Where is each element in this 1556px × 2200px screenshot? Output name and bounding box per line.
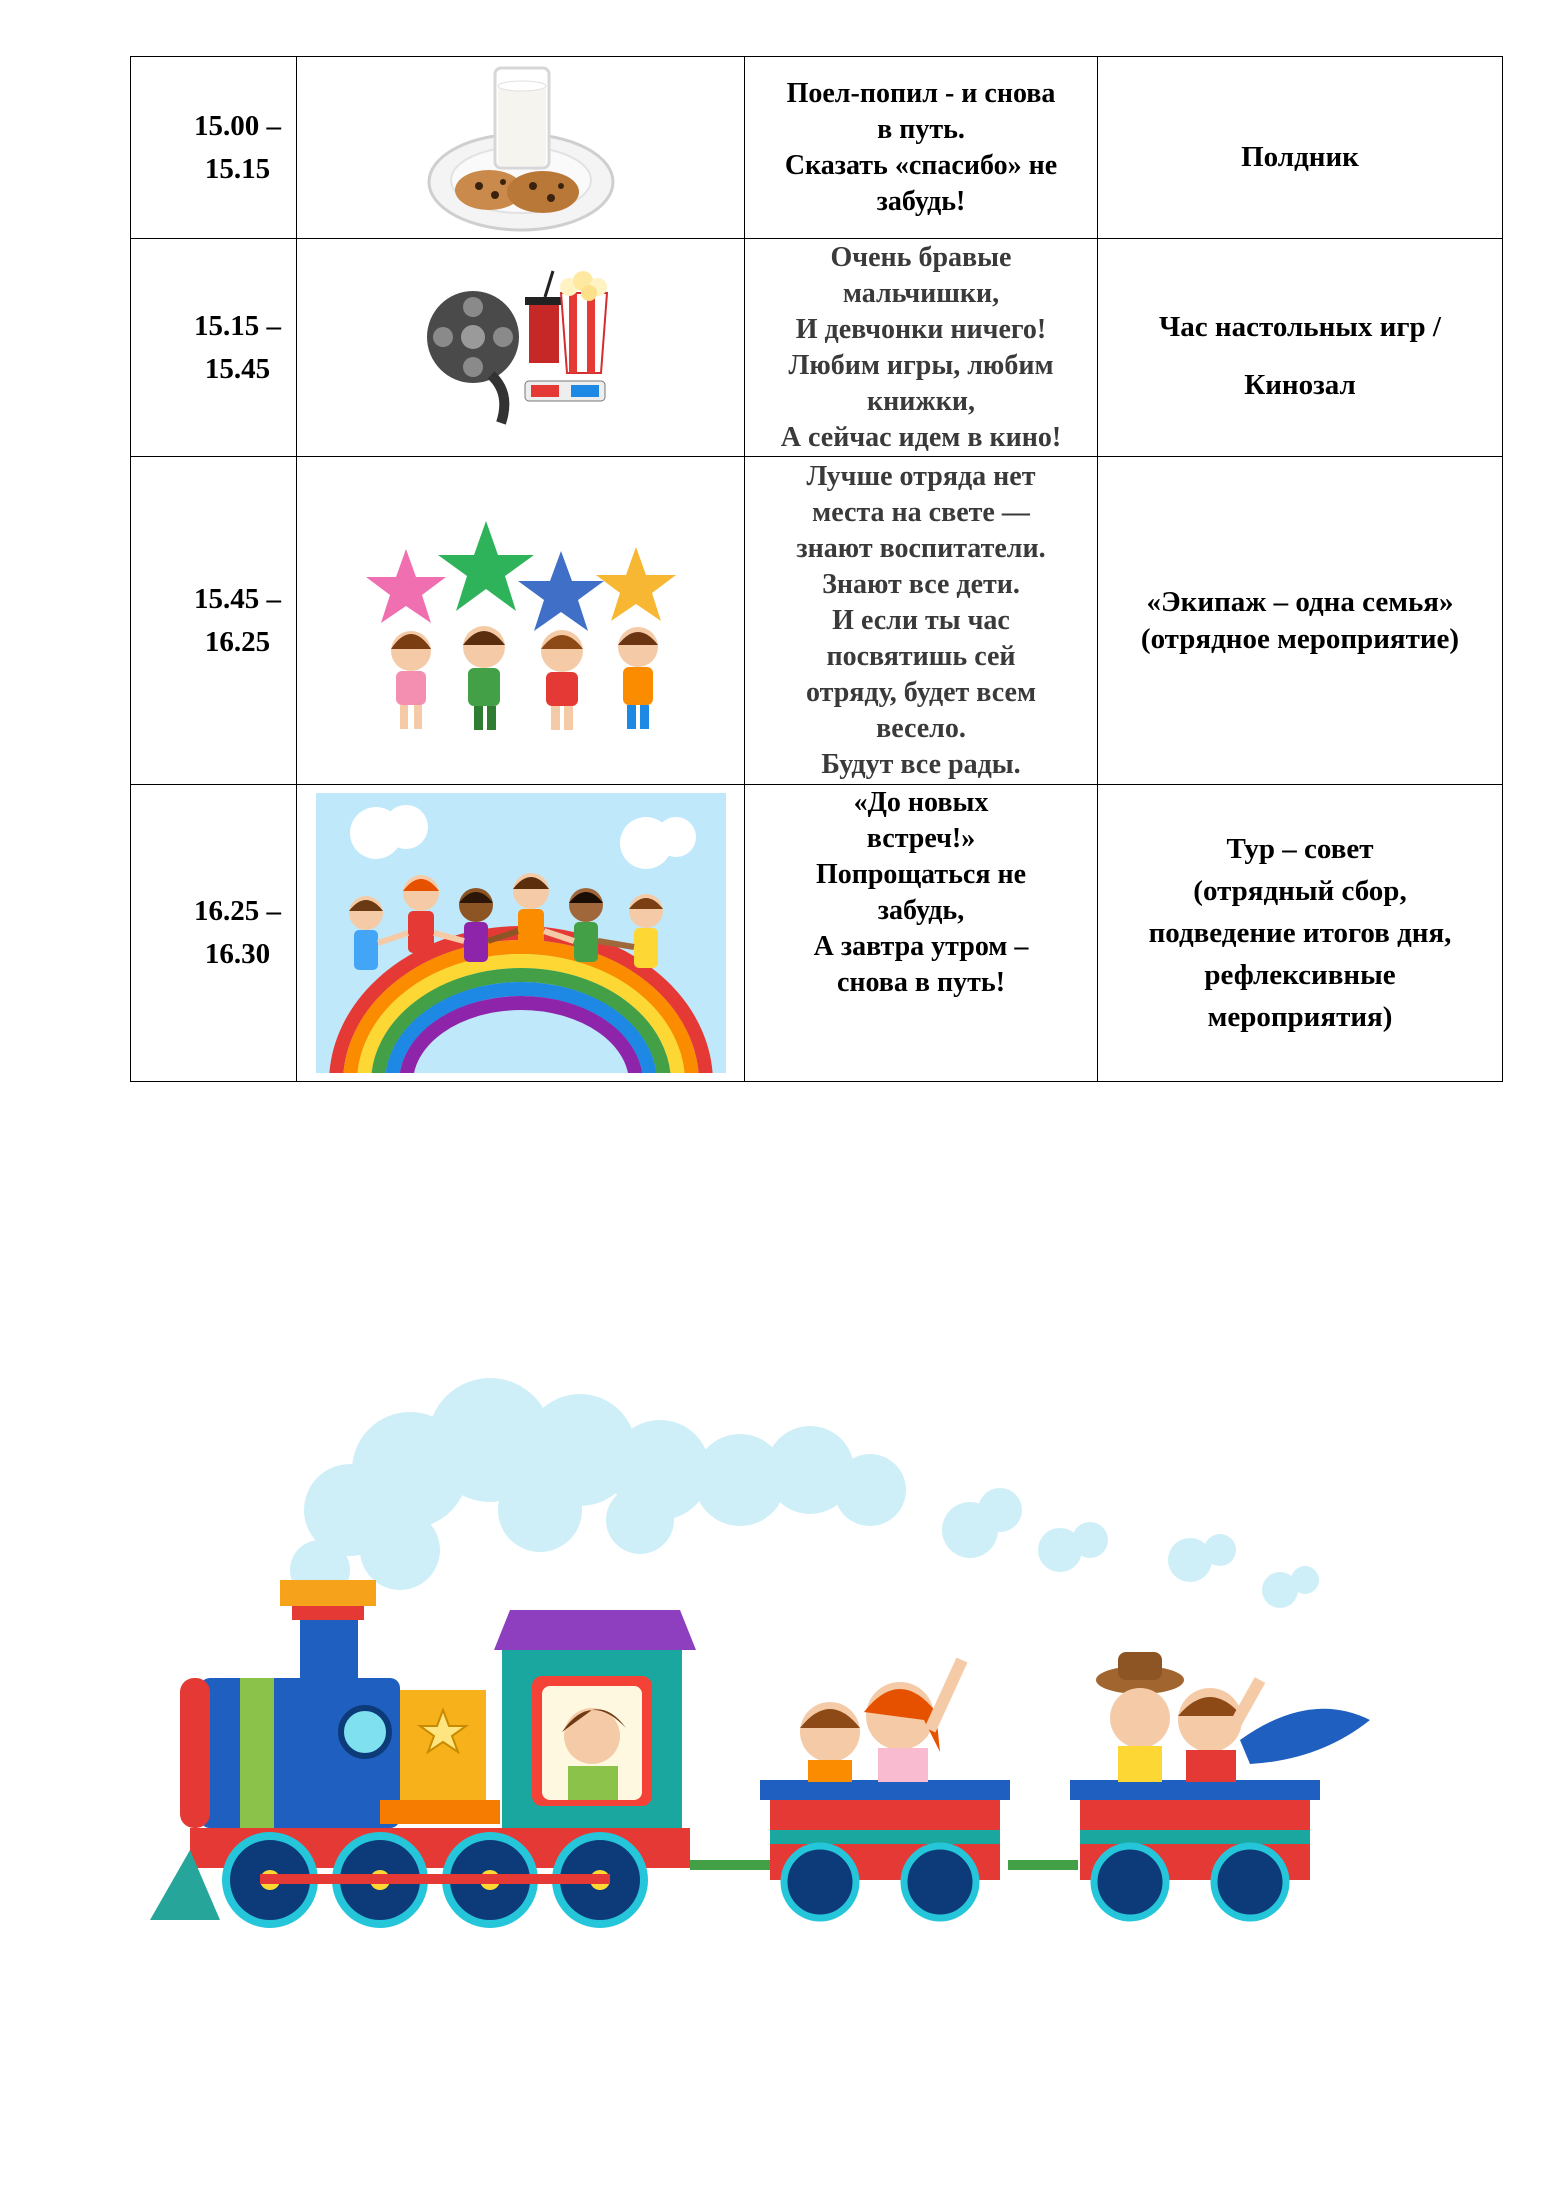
verse-line: в путь. bbox=[877, 113, 965, 145]
table-row bbox=[131, 457, 1503, 785]
verse-line: посвятишь сей bbox=[826, 640, 1016, 672]
verse-line: Поел-попил - и снова bbox=[786, 77, 1056, 109]
activity-title: Полдник bbox=[1241, 141, 1359, 173]
verse-line: И девчонки ничего! bbox=[795, 313, 1047, 345]
verse-line: забудь! bbox=[876, 185, 966, 217]
verse-cell bbox=[745, 457, 1098, 785]
table-row bbox=[131, 57, 1503, 239]
activity-cell bbox=[1098, 57, 1503, 239]
activity-title: Кинозал bbox=[1244, 368, 1356, 401]
time-end: 15.45 bbox=[204, 352, 271, 385]
verse-line: забудь, bbox=[877, 895, 965, 926]
milk-cookies-picture bbox=[421, 62, 621, 234]
activity-detail: (отрядный сбор, bbox=[1193, 875, 1407, 907]
activity-cell bbox=[1098, 457, 1503, 785]
time-end: 16.25 bbox=[204, 625, 271, 658]
table-row bbox=[131, 785, 1503, 1082]
verse-line: Лучше отряда нет bbox=[806, 460, 1036, 492]
table-row bbox=[131, 239, 1503, 457]
picture-cell bbox=[297, 457, 745, 785]
time-cell bbox=[131, 457, 297, 785]
activity-detail: подведение итогов дня, bbox=[1148, 917, 1452, 949]
time-cell bbox=[131, 57, 297, 239]
time-start: 15.15 – bbox=[194, 309, 281, 342]
verse-line: весело. bbox=[876, 712, 966, 744]
kids-rainbow-picture bbox=[316, 793, 726, 1073]
verse-line: Будут все рады. bbox=[821, 748, 1021, 780]
verse-cell bbox=[745, 239, 1098, 457]
picture-cell bbox=[297, 239, 745, 457]
picture-cell bbox=[297, 785, 745, 1082]
time-cell bbox=[131, 785, 297, 1082]
schedule-table bbox=[130, 56, 1503, 1082]
verse-line: мальчишки, bbox=[842, 277, 1000, 309]
verse-line: А сейчас идем в кино! bbox=[780, 421, 1062, 453]
kids-stars-picture bbox=[356, 501, 686, 741]
verse-line: места на свете — bbox=[812, 496, 1030, 528]
verse-line: А завтра утром – bbox=[813, 931, 1029, 962]
time-cell bbox=[131, 239, 297, 457]
time-end: 15.15 bbox=[204, 152, 271, 185]
verse-line: Знают все дети. bbox=[822, 568, 1020, 600]
verse-line: книжки, bbox=[867, 385, 975, 417]
kids-train-illustration bbox=[140, 1360, 1520, 1980]
time-start: 16.25 – bbox=[194, 895, 281, 927]
time-start: 15.45 – bbox=[194, 582, 281, 615]
verse-line: снова в путь! bbox=[836, 967, 1006, 998]
activity-title: Час настольных игр / bbox=[1159, 310, 1441, 343]
verse-line: И если ты час bbox=[832, 604, 1010, 636]
verse-cell bbox=[745, 785, 1098, 1082]
steam-cloud bbox=[290, 1378, 1319, 1608]
activity-detail: мероприятия) bbox=[1207, 1001, 1393, 1033]
activity-subtitle: (отрядное мероприятие) bbox=[1140, 622, 1460, 655]
verse-line: знают воспитатели. bbox=[796, 532, 1046, 564]
activity-title: Тур – совет bbox=[1226, 833, 1374, 865]
verse-line: Попрощаться не bbox=[815, 859, 1027, 890]
cinema-picture bbox=[421, 263, 621, 433]
verse-line: встреч!» bbox=[866, 823, 976, 854]
verse-line: Любим игры, любим bbox=[788, 349, 1054, 381]
time-start: 15.00 – bbox=[194, 109, 281, 142]
activity-detail: рефлексивные bbox=[1204, 959, 1396, 991]
verse-line: отряду, будет всем bbox=[805, 676, 1037, 708]
verse-cell bbox=[745, 57, 1098, 239]
activity-title: «Экипаж – одна семья» bbox=[1146, 585, 1454, 618]
activity-cell bbox=[1098, 239, 1503, 457]
picture-cell bbox=[297, 57, 745, 239]
time-end: 16.30 bbox=[204, 938, 271, 970]
verse-line: «До новых bbox=[853, 787, 989, 818]
verse-line: Сказать «спасибо» не bbox=[784, 149, 1058, 181]
verse-line: Очень бравые bbox=[830, 241, 1012, 273]
activity-cell bbox=[1098, 785, 1503, 1082]
